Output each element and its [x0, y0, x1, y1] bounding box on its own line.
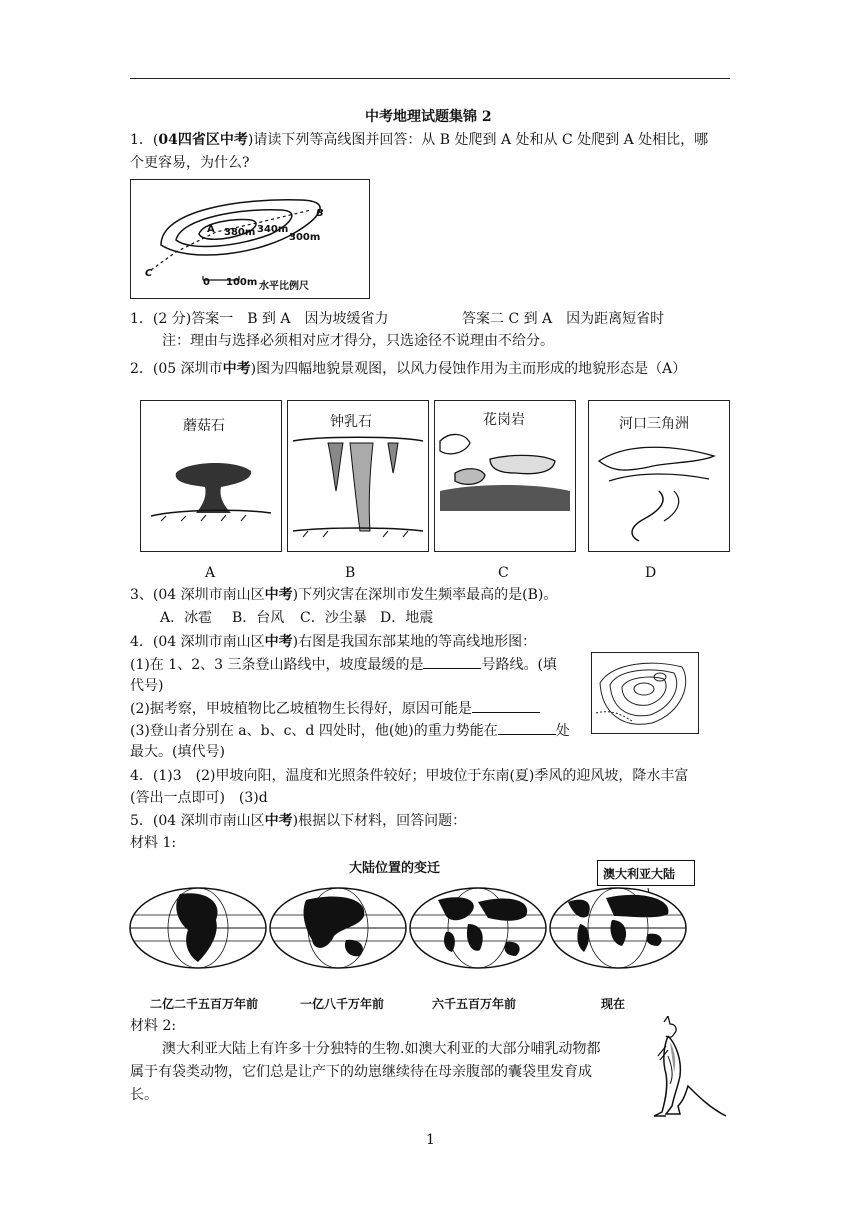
- australia-callout-text: 澳大利亚大陆: [603, 867, 676, 881]
- q4-blank-3: [498, 720, 556, 735]
- continent-figure-title: 大陆位置的变迁: [349, 861, 441, 876]
- q3-option-b: B．台风: [232, 610, 285, 626]
- q4-stem: 4．(04 深圳市南山区中考)右图是我国东部某地的等高线地形图：: [130, 634, 537, 650]
- q1-answer-2: 答案二 C 到 A 因为距离短省时: [462, 311, 665, 327]
- globe-label-3: 六千五百万年前: [432, 997, 517, 1011]
- q3-option-a: A．冰雹: [160, 610, 213, 626]
- q4-sub1: (1)在 1、2、3 三条登山路线中，坡度最缓的是 号路线。(填: [130, 654, 557, 675]
- landform-panel-d: [588, 400, 730, 552]
- kangaroo-illustration: [646, 1016, 730, 1122]
- q5-paragraph-line3: 长。: [130, 1087, 158, 1103]
- q4-sub2: (2)据考察，甲坡植物比乙坡植物生长得好，原因可能是: [130, 698, 540, 719]
- q4-answer-2: (答出一点即可) (3)d: [130, 790, 268, 806]
- header-rule: [130, 78, 730, 79]
- landform-panel-a: [140, 400, 282, 552]
- map-height-340: 340m: [257, 224, 289, 235]
- page-title: 中考地理试题集锦 2: [365, 109, 492, 125]
- contour-map-figure: [130, 179, 370, 299]
- globe-1: [130, 888, 266, 968]
- page-number: 1: [426, 1132, 435, 1148]
- continent-globes: [128, 880, 688, 990]
- map-height-300: 300m: [289, 232, 321, 243]
- q5-paragraph-line2: 属于有袋类动物，它们总是让产下的幼崽继续待在母亲腹部的囊袋里发育成: [130, 1064, 592, 1080]
- q4-sub3: (3)登山者分别在 a、b、c、d 四处时，他(她)的重力势能在 处: [130, 720, 570, 741]
- landform-panel-b: [287, 400, 429, 552]
- panel-b-letter: B: [345, 565, 356, 581]
- panel-d-letter: D: [645, 565, 657, 581]
- map-scale-text: 水平比例尺: [259, 281, 309, 292]
- q1-line2: 个更容易，为什么?: [130, 155, 250, 171]
- q4-blank-1: [423, 654, 481, 669]
- q2-stem: 2．(05 深圳市中考)图为四幅地貌景观图，以风力侵蚀作用为主而形成的地貌形态是（A）: [130, 361, 687, 377]
- q1-answer-1: 1．(2 分)答案一 B 到 A 因为坡缓省力: [130, 311, 389, 327]
- q4-sub1-cont: 代号): [130, 678, 164, 694]
- globe-label-2: 一亿八千万年前: [300, 997, 385, 1011]
- q4-blank-2: [472, 698, 540, 713]
- q1-line1: 1．(04四省区中考)请读下列等高线图并回答：从 B 处爬到 A 处和从 C 处爬到 A 处相比，哪: [130, 132, 709, 148]
- q4-answer-1: 4．(1)3 (2)甲坡向阳，温度和光照条件较好；甲坡位于东南(夏)季风的迎风坡，降水丰富: [130, 768, 689, 784]
- q5-stem: 5．(04 深圳市南山区中考)根据以下材料，回答问题：: [130, 813, 467, 829]
- map-label-a: A: [207, 224, 215, 235]
- q4-contour-map: [591, 652, 699, 734]
- q3-option-c: C．沙尘暴: [300, 610, 367, 626]
- q1-note: 注：理由与选择必须相对应才得分，只选途径不说理由不给分。: [162, 333, 554, 349]
- q1-source: 04四省区中考: [158, 132, 248, 148]
- q5-material-2: 材料 2:: [130, 1018, 177, 1034]
- globe-2: [270, 888, 406, 968]
- map-label-b: B: [316, 208, 324, 219]
- landform-panel-c: [434, 400, 576, 552]
- panel-a-letter: A: [205, 565, 216, 581]
- globe-label-1: 二亿二千五百万年前: [150, 997, 259, 1011]
- map-label-c: C: [145, 268, 153, 279]
- map-scale-zero: 0: [203, 277, 210, 288]
- map-height-380: 380m: [224, 227, 256, 238]
- globe-4: [550, 888, 686, 968]
- q3-option-d: D．地震: [380, 610, 434, 626]
- map-scale-100: 100m: [226, 277, 258, 288]
- q3-stem: 3、(04 深圳市南山区中考)下列灾害在深圳市发生频率最高的是(B)。: [130, 587, 558, 603]
- panel-a-caption: 蘑菇石: [183, 418, 225, 434]
- panel-c-caption: 花岗岩: [483, 412, 525, 428]
- q4-sub3-cont: 最大。(填代号): [130, 744, 225, 760]
- globe-3: [410, 888, 546, 968]
- panel-d-caption: 河口三角洲: [619, 416, 689, 432]
- q5-paragraph-line1: 澳大利亚大陆上有许多十分独特的生物.如澳大利亚的大部分哺乳动物都: [162, 1041, 601, 1057]
- panel-b-caption: 钟乳石: [330, 414, 372, 430]
- panel-c-letter: C: [498, 565, 509, 581]
- q5-material-1: 材料 1:: [130, 835, 177, 851]
- globe-label-4: 现在: [601, 997, 626, 1011]
